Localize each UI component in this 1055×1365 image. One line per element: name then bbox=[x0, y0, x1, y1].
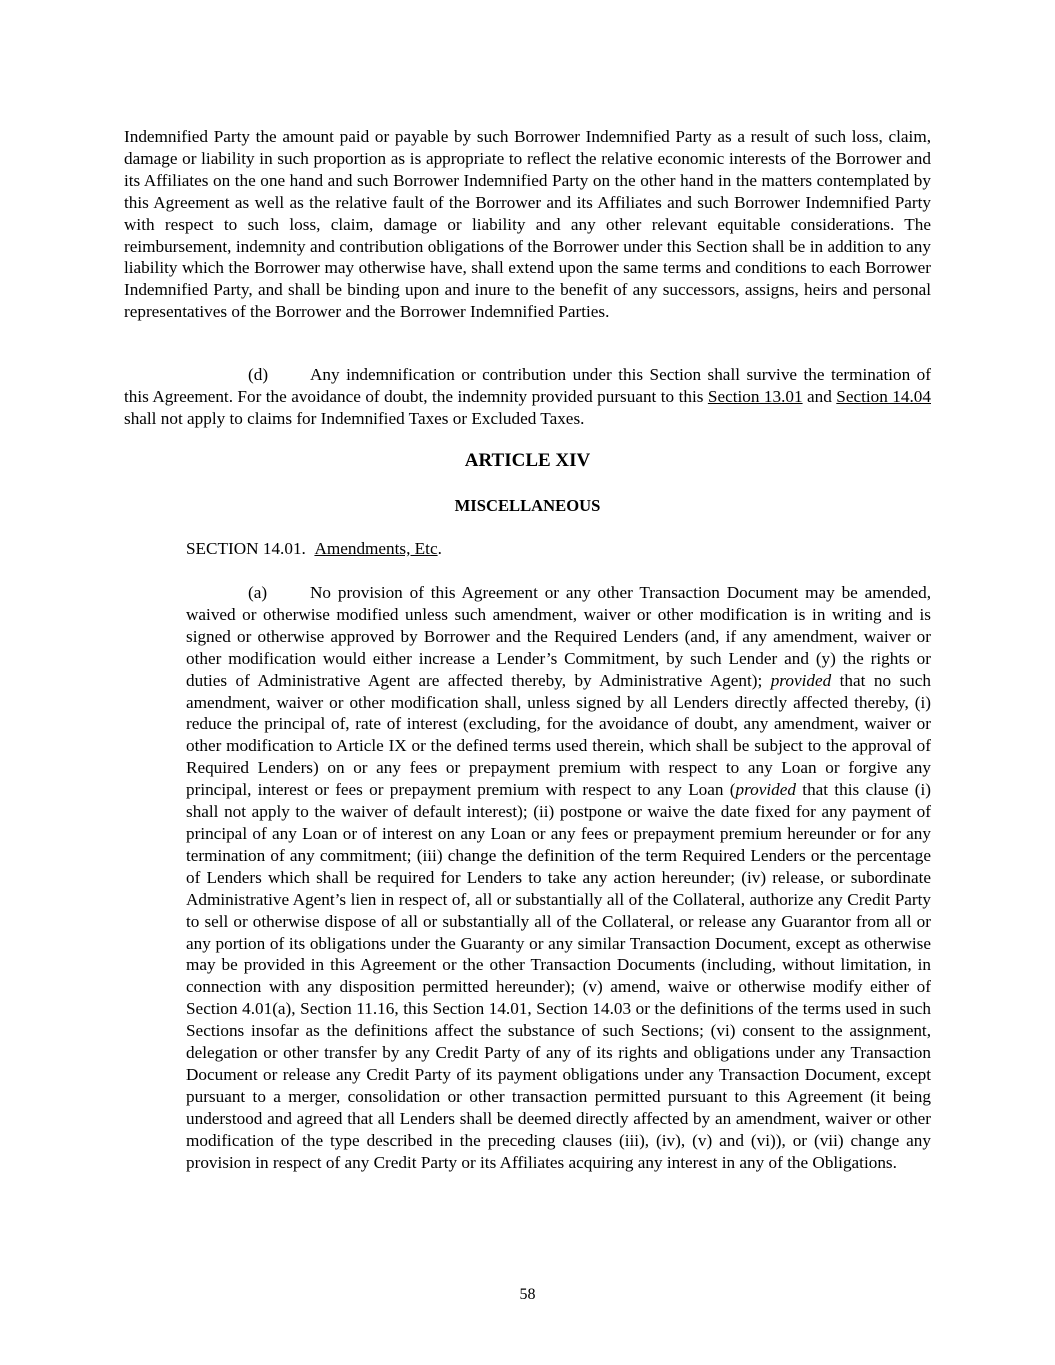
paragraph-a-label: (a) bbox=[248, 583, 268, 602]
paragraph-a-text-1: No provision of this Agreement or any other Transaction Document may be amended, waived or otherwise modified unless such amendment, waiver or other modification is in writing and is signed or otherwise approved by Borrower and the Required Lenders (and, if any amendment, waiver or other modification would either increase a Lender’s Commitment, by such Lender and (y) the rights or duties of Administrative Agent are affected thereby, by Administrative Agent); bbox=[186, 583, 931, 690]
paragraph-a-text-3: that this clause (i) shall not apply to the waiver of default interest); (ii) postpone or waive the date fixed for any payment of principal of any Loan or of interest on any Loan or any fees or prepayment premium hereunder or for any termination of any commitment; (iii) change the definition of the term Required Lenders or the percentage of Lenders which shall be required for Lenders to take any action hereunder; (iv) release, or subordinate Administrative Agent’s lien in respect of, all or substantially all of the Collateral, authorize any Credit Party to sell or otherwise dispose of all or substantially all of the Collateral, or release any Guarantor from all or any portion of its obligations under the Guaranty or any similar Transaction Document, except as otherwise may be provided in this Agreement or the other Transaction Documents (including, without limitation, in connection with any disposition permitted hereunder); (v) amend, waive or otherwise modify either of Section 4.01(a), Section 11.16, this Section 14.01, Section 14.03 or the definitions of the terms used in such Sections insofar as the definitions affect the substance of such Sections; (vi) consent to the assignment, delegation or other transfer by any Credit Party of any of its rights and obligations under any Transaction Document or release any Credit Party of its payment obligations under any Transaction Document, except pursuant to a merger, consolidation or other transaction permitted pursuant to this Agreement (it being understood and agreed that all Lenders shall be deemed directly affected by an amendment, waiver or other modification of the type described in the preceding clauses (iii), (iv), (v) and (vi)), or (vii) change any provision in respect of any Credit Party or its Affiliates acquiring any interest in any of the Obligations. bbox=[186, 780, 931, 1172]
section-title-period: . bbox=[437, 539, 442, 558]
paragraph-continued-text: Indemnified Party the amount paid or payable by such Borrower Indemnified Party as a result of such loss, claim, damage or liability in such proportion as is appropriate to reflect the relative economic interests of the Borrower and its Affiliates on the one hand and such Borrower Indemnified Party on the other hand in the matters contemplated by this Agreement as well as the relative fault of the Borrower and its Affiliates and such Borrower Indemnified Party with respect to such loss, claim, damage or liability and any other relevant equitable considerations. The reimbursement, indemnity and contribution obligations of the Borrower under this Section shall be in addition to any liability which the Borrower may otherwise have, shall extend upon the same terms and conditions to each Borrower Indemnified Party, and shall be binding upon and inure to the benefit of any successors, assigns, heirs and personal representatives of the Borrower and the Borrower Indemnified Parties. bbox=[124, 127, 931, 322]
paragraph-d-text-3: shall not apply to claims for Indemnified Taxes or Excluded Taxes. bbox=[124, 408, 585, 428]
article-subtitle: MISCELLANEOUS bbox=[454, 496, 601, 515]
paragraph-d-text-2: and bbox=[802, 386, 837, 406]
paragraph-a-italic-2: provided bbox=[735, 780, 796, 800]
section-heading bbox=[186, 538, 931, 560]
section-number: SECTION 14.01. bbox=[186, 539, 306, 558]
paragraph-a-text-2: that no such amendment, waiver or other modification shall, unless signed by all Lenders directly affected thereby, (i) reduce the principal of, rate of interest (excluding, for the avoidance of doubt, any amendment, waiver or other modification to Article IX or the defined terms used therein, which shall be subject to the approval of Required Lenders) on or any fees or prepayment premium with respect to any Loan or forgive any principal, interest or fees or prepayment premium with respect to any Loan ( bbox=[186, 670, 931, 800]
section-title: Amendments, Etc bbox=[314, 539, 438, 558]
paragraph-d bbox=[124, 364, 931, 430]
paragraph-a-italic-1: provided bbox=[770, 670, 832, 690]
article-title: ARTICLE XIV bbox=[464, 450, 591, 471]
paragraph-continued bbox=[124, 126, 931, 323]
paragraph-d-label: (d) bbox=[248, 365, 269, 384]
paragraph-d-text-1: Any indemnification or contribution under this Section shall survive the termination of this Agreement. For the avoidance of doubt, the indemnity provided pursuant to this bbox=[124, 365, 931, 406]
section-14-04-link[interactable]: Section 14.04 bbox=[836, 386, 931, 406]
section-13-01-link[interactable]: Section 13.01 bbox=[707, 386, 803, 406]
page-number: 58 bbox=[519, 1286, 536, 1303]
paragraph-a bbox=[186, 582, 931, 1173]
